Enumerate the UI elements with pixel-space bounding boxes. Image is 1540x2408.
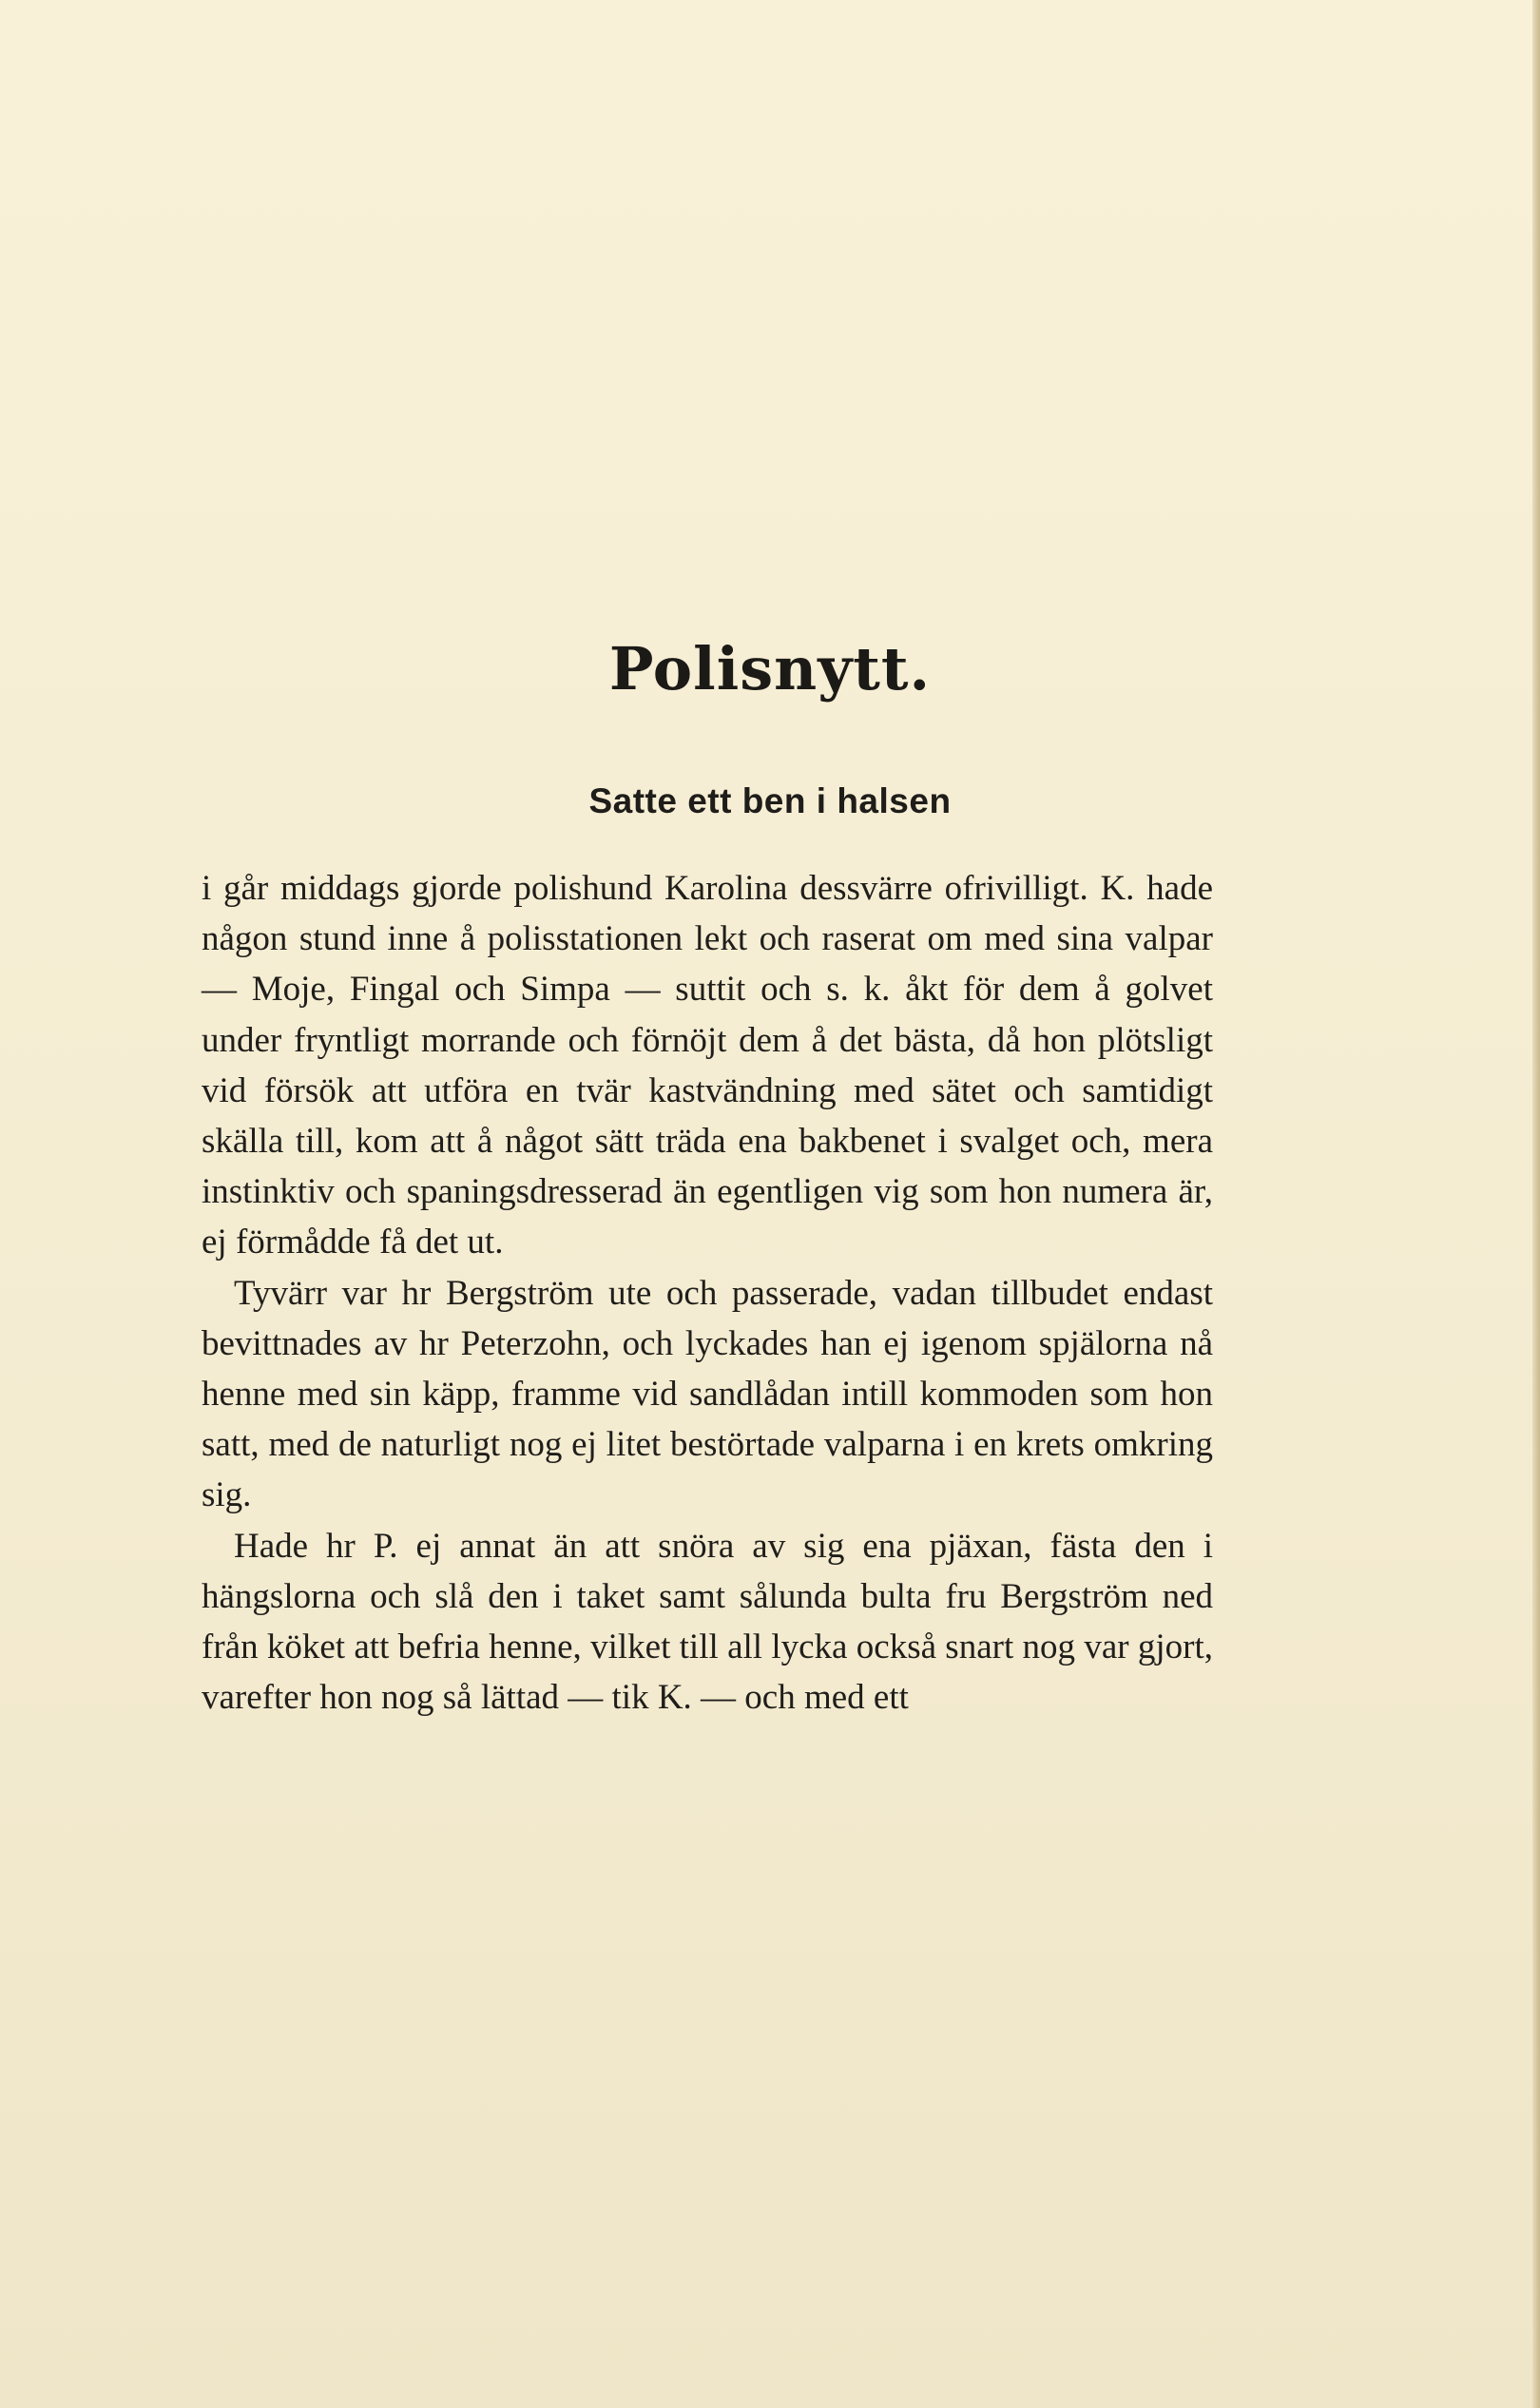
article-body bbox=[202, 863, 1213, 1723]
section-title: Polisnytt. bbox=[608, 634, 932, 703]
article-headline: Satte ett ben i halsen bbox=[588, 781, 952, 820]
article-paragraph: Hade hr P. ej annat än att snöra av sig ena pjäxan, fästa den i hängslorna och slå den i taket samt sålunda bulta fru Bergström ned från köket att befria henne, vilket till all lycka också snart nog var gjort, varefter hon nog så lättad — tik K. — och med ett bbox=[202, 1526, 1213, 1718]
page-edge bbox=[1532, 0, 1540, 2408]
article-paragraph: i går middags gjorde polishund Karolina dessvärre ofrivilligt. K. hade någon stund inne å polisstationen lekt och raserat om med sina valpar — Moje, Fingal och Simpa — suttit och s. k. åkt för dem å golvet under fryntligt morrande och förnöjt dem å det bästa, då hon plötsligt vid försök att utföra en tvär kastvändning med sätet och samtidigt skälla till, kom att å något sätt träda ena bakbenet i svalget och, mera instinktiv och spaningsdresserad än egentligen vig som hon numera är, ej förmådde få det ut. bbox=[202, 869, 1213, 1262]
article-paragraph: Tyvärr var hr Bergström ute och passerade, vadan tillbudet endast bevittnades av hr Peterzohn, och lyckades han ej igenom spjälorna nå henne med sin käpp, framme vid sandlådan intill kommoden som hon satt, med de naturligt nog ej litet bestörtade valparna i en krets omkring sig. bbox=[202, 1273, 1213, 1515]
